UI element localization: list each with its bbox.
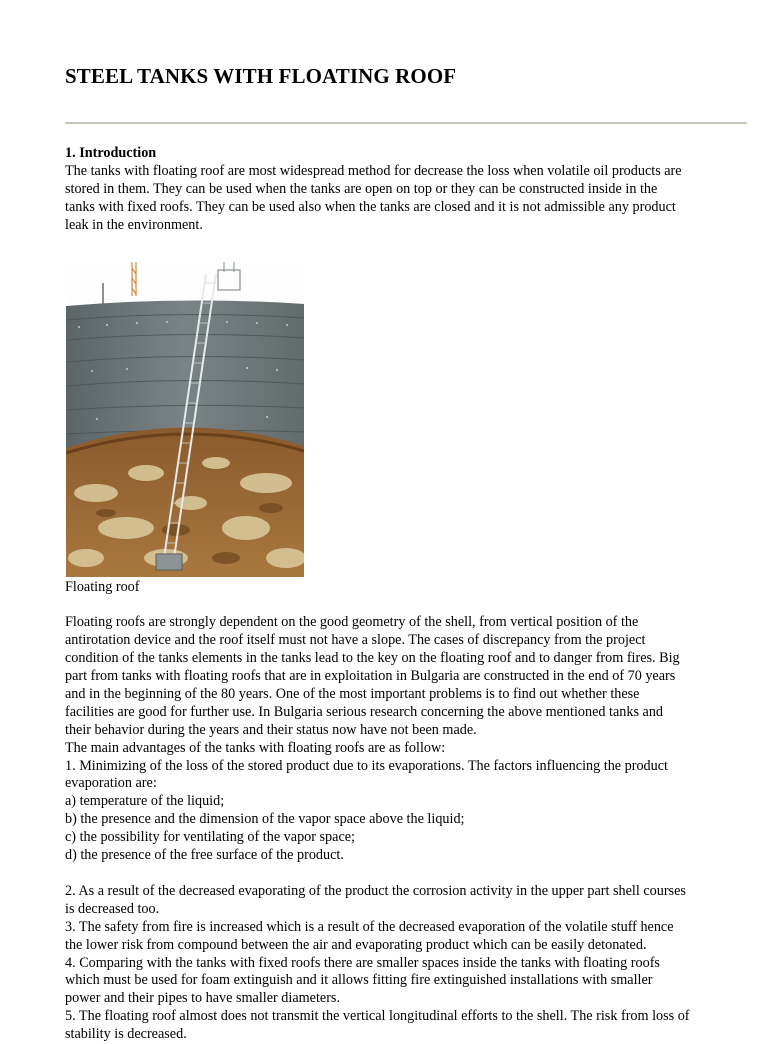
text-line: 1. Minimizing of the loss of the stored product due to its evaporations. The factors influencing the product <box>65 757 668 774</box>
paragraph-spacer <box>65 865 755 883</box>
text-line: part from tanks with floating roofs that are in exploitation in Bulgaria are constructed in the end of 70 years <box>65 668 676 685</box>
document-title: STEEL TANKS WITH FLOATING ROOF <box>65 64 457 88</box>
text-line: and in the beginning of the 80 years. One of the most important problems is to find out whether these <box>65 685 640 702</box>
text-line: is decreased too. <box>65 900 160 917</box>
text-line: stored in them. They can be used when the tanks are open on top or they can be constructed inside in the <box>65 180 658 197</box>
text-line: Floating roofs are strongly dependent on the good geometry of the shell, from vertical position of the <box>65 614 639 631</box>
paragraph-shell-geometry <box>65 614 755 865</box>
paragraph-spacer <box>65 596 755 614</box>
text-line: 2. As a result of the decreased evaporating of the product the corrosion activity in the upper part shell courses <box>65 882 686 899</box>
text-line: The main advantages of the tanks with floating roofs are as follow: <box>65 739 446 756</box>
text-line: 5. The floating roof almost does not transmit the vertical longitudinal efforts to the shell. The risk from loss of <box>65 1008 690 1025</box>
text-line: b) the presence and the dimension of the vapor space above the liquid; <box>65 811 465 828</box>
text-line: tanks with fixed roofs. They can be used also when the tanks are closed and it is not admissible any product <box>65 198 676 215</box>
document-body <box>65 145 755 1044</box>
figure-caption: Floating roof <box>65 578 140 595</box>
text-line: 3. The safety from fire is increased which is a result of the decreased evaporation of the volatile stuff hence <box>65 918 674 935</box>
text-line: a) temperature of the liquid; <box>65 793 225 810</box>
paragraph-advantages <box>65 883 755 1044</box>
text-line: d) the presence of the free surface of the product. <box>65 847 344 864</box>
text-line: evaporation are: <box>65 775 157 792</box>
text-line: c) the possibility for ventilating of the vapor space; <box>65 829 355 846</box>
title-divider <box>65 122 747 124</box>
text-line: which must be used for foam extinguish and it allows fitting fire extinguished installations with smaller <box>65 972 653 989</box>
text-line: antirotation device and the roof itself must not have a slope. The cases of discrepancy from the project <box>65 632 646 649</box>
floating-roof-photo <box>66 258 304 577</box>
text-line: leak in the environment. <box>65 216 203 233</box>
text-line: power and their pipes to have smaller diameters. <box>65 990 340 1007</box>
text-line: their behavior during the years and their status now have not been made. <box>65 721 477 738</box>
section-heading: 1. Introduction <box>65 145 157 161</box>
text-line: The tanks with floating roof are most widespread method for decrease the loss when volatile oil products are <box>65 162 682 179</box>
text-line: 4. Comparing with the tanks with fixed roofs there are smaller spaces inside the tanks with floating roofs <box>65 954 660 971</box>
text-line: the lower risk from compound between the air and evaporating product which can be easily detonated. <box>65 936 647 953</box>
intro-paragraph <box>65 163 755 235</box>
text-line: stability is decreased. <box>65 1026 187 1043</box>
text-line: condition of the tanks elements in the tanks lead to the key on the floating roof and to danger from fires. Big <box>65 650 680 667</box>
text-line: facilities are good for further use. In Bulgaria serious research concerning the above mentioned tanks and <box>65 703 664 720</box>
